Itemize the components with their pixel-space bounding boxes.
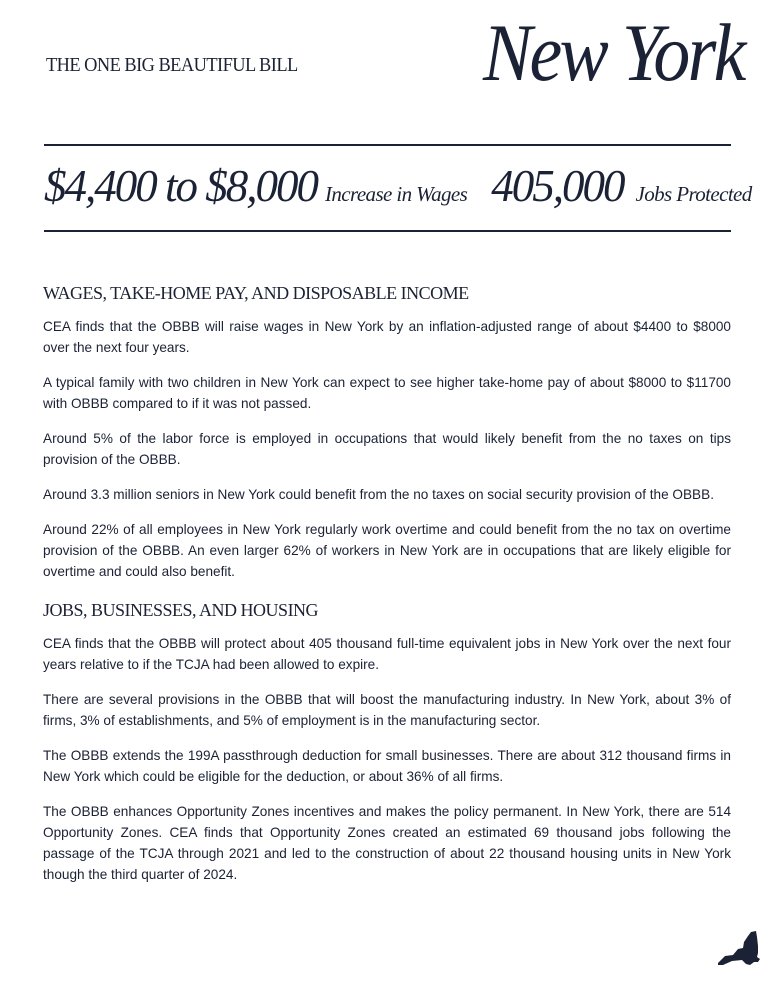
section-heading: JOBS, BUSINESSES, AND HOUSING bbox=[43, 600, 319, 620]
section-heading: WAGES, TAKE-HOME PAY, AND DISPOSABLE INCOME bbox=[43, 283, 469, 303]
paragraph: Around 3.3 million seniors in New York could benefit from the no taxes on social security provision of the OBBB. bbox=[43, 487, 714, 502]
wage-range-label: Increase in Wages bbox=[325, 182, 468, 206]
jobs-protected-value: 405,000 bbox=[491, 161, 624, 211]
paragraph: Around 5% of the labor force is employed in occupations that would likely benefit from the no taxes on tips provision of the OBBB. bbox=[43, 431, 731, 467]
top-divider bbox=[44, 144, 731, 146]
paragraph: CEA finds that the OBBB will raise wages in New York by an inflation-adjusted range of about $4400 to $8000 over the next four years. bbox=[43, 319, 731, 355]
main-content bbox=[43, 283, 731, 899]
section-jobs bbox=[43, 600, 731, 885]
bill-title: THE ONE BIG BEAUTIFUL BILL bbox=[46, 54, 298, 76]
paragraph: CEA finds that the OBBB will protect about 405 thousand full-time equivalent jobs in New York over the next four years relative to if the TCJA had been allowed to expire. bbox=[43, 636, 731, 672]
stats-banner bbox=[44, 160, 752, 220]
new-york-state-map-icon bbox=[716, 929, 762, 969]
paragraph: The OBBB extends the 199A passthrough deduction for small businesses. There are about 312 thousand firms in New York which could be eligible for the deduction, or about 36% of all firms. bbox=[43, 748, 731, 784]
paragraph: The OBBB enhances Opportunity Zones incentives and makes the policy permanent. In New York, there are 514 Opportunity Zones. CEA finds that Opportunity Zones created an estimated 69 thousand jobs following the passage of the TCJA through 2021 and led to the construction of about 22 thousand housing units in New York though the third quarter of 2024. bbox=[43, 804, 731, 882]
state-name-title: New York bbox=[483, 7, 744, 98]
paragraph: A typical family with two children in New York can expect to see higher take-home pay of about $8000 to $11700 with OBBB compared to if it was not passed. bbox=[43, 375, 731, 411]
section-wages bbox=[43, 283, 731, 582]
paragraph: There are several provisions in the OBBB that will boost the manufacturing industry. In New York, about 3% of firms, 3% of establishments, and 5% of employment is in the manufacturing sector. bbox=[43, 692, 731, 728]
wage-range-value: $4,400 to $8,000 bbox=[44, 161, 318, 211]
paragraph: Around 22% of all employees in New York regularly work overtime and could benefit from the no tax on overtime provision of the OBBB. An even larger 62% of workers in New York are in occupations that are likely eligible for overtime and could also benefit. bbox=[43, 522, 731, 579]
bottom-divider bbox=[44, 230, 731, 232]
jobs-protected-label: Jobs Protected bbox=[635, 182, 752, 206]
